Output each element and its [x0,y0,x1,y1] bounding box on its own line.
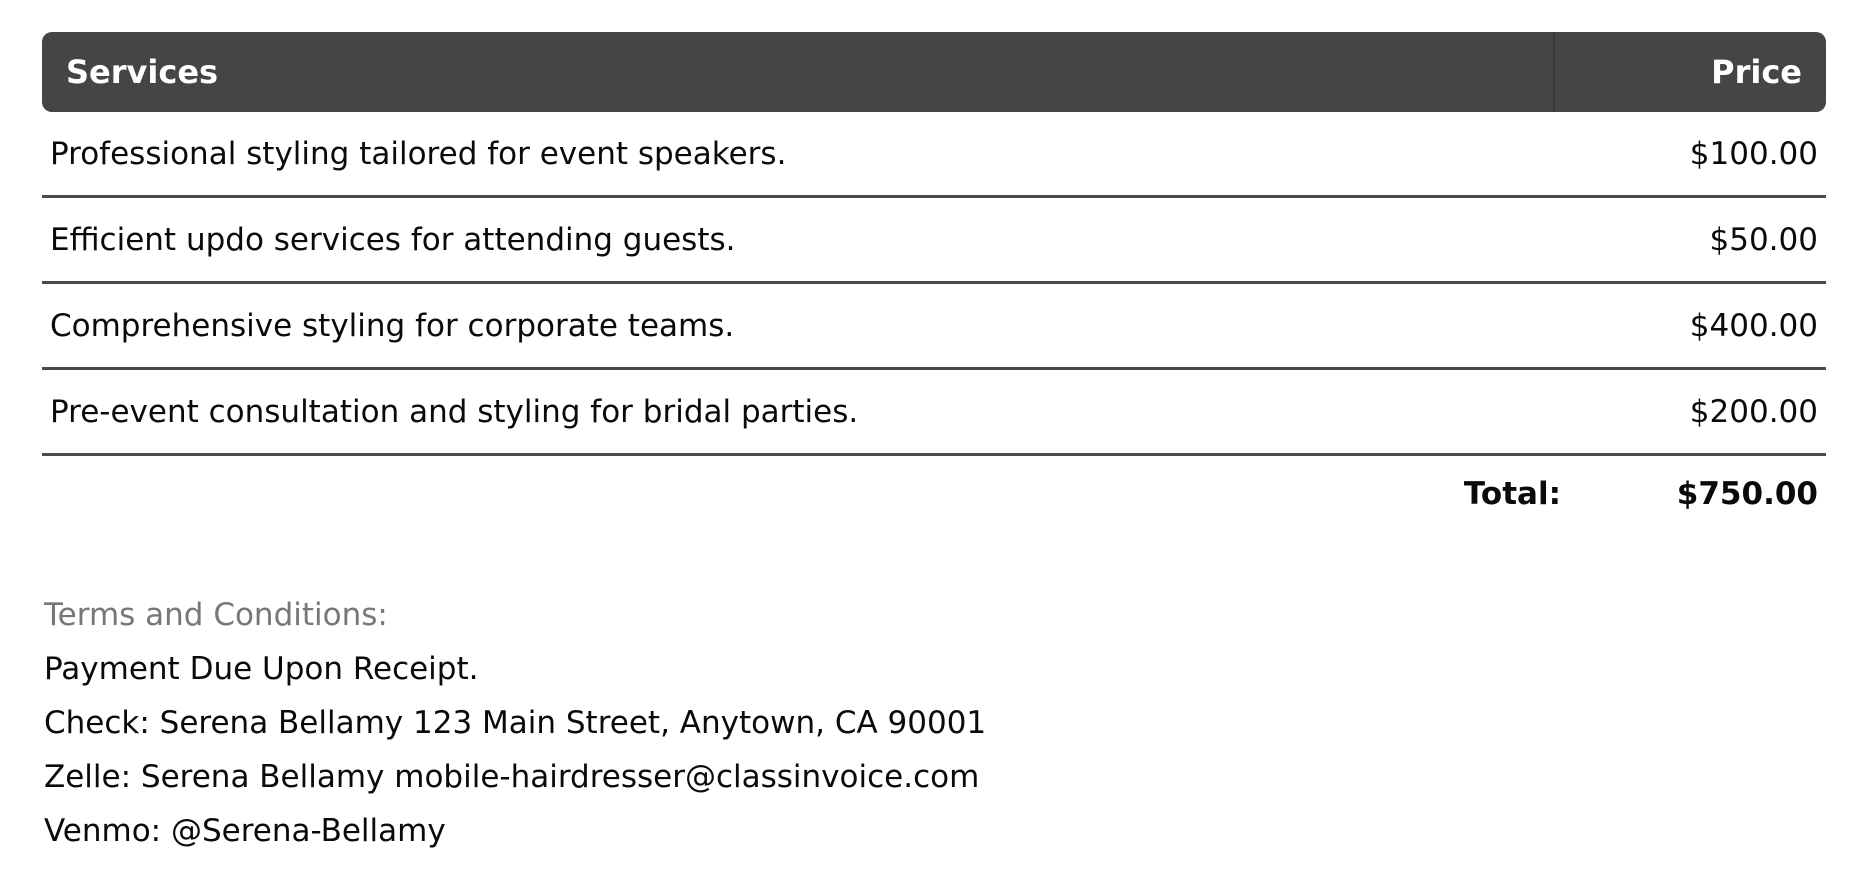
service-description: Comprehensive styling for corporate teams. [50,307,735,344]
service-description: Efficient updo services for attending guests. [50,221,736,258]
terms-line-check: Check: Serena Bellamy 123 Main Street, Anytown, CA 90001 [44,705,987,741]
total-row [42,456,1826,532]
terms-section [42,588,1826,858]
total-label: Total: [1463,476,1561,512]
terms-line-zelle: Zelle: Serena Bellamy mobile-hairdresser@classinvoice.com [44,759,980,795]
table-row [42,370,1826,456]
table-row [42,112,1826,198]
service-description: Professional styling tailored for event speakers. [50,135,787,172]
terms-line-payment-due: Payment Due Upon Receipt. [44,651,479,687]
column-header-price: Price [1553,32,1826,112]
service-price: $400.00 [1689,307,1818,344]
terms-heading: Terms and Conditions: [44,597,388,633]
table-row [42,198,1826,284]
total-value: $750.00 [1676,476,1818,512]
service-price: $100.00 [1689,135,1818,172]
terms-line-venmo: Venmo: @Serena-Bellamy [44,813,446,849]
table-row [42,284,1826,370]
service-description: Pre-event consultation and styling for bridal parties. [50,393,859,430]
table-header-row [42,32,1826,112]
service-price: $50.00 [1709,221,1818,258]
service-price: $200.00 [1689,393,1818,430]
column-header-services: Services [66,53,219,91]
services-table [42,32,1826,532]
